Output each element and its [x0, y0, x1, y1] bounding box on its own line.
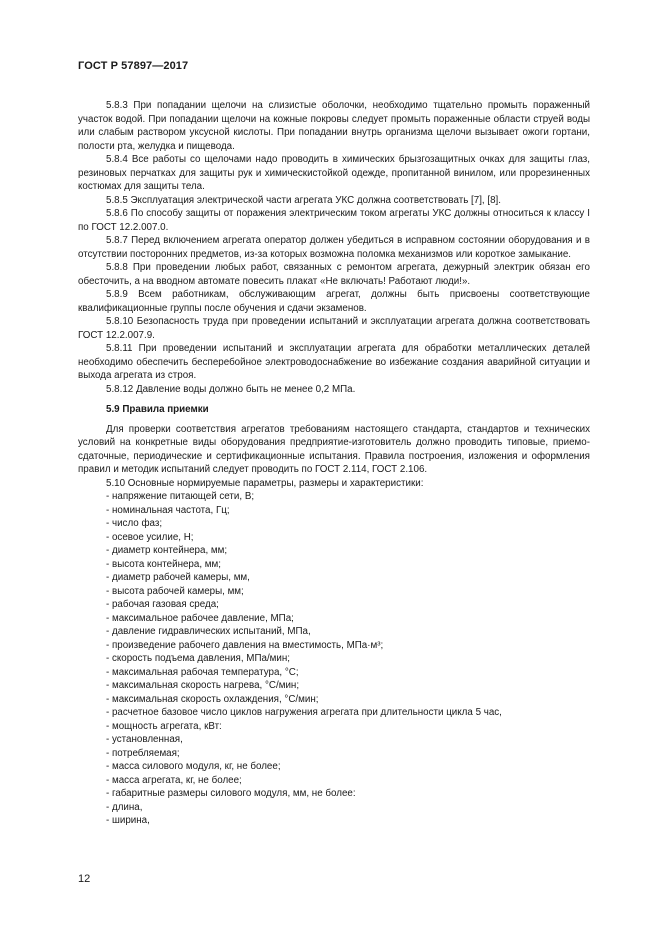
list-item: - напряжение питающей сети, В;: [106, 491, 255, 502]
paragraph-5-8-4: 5.8.4 Все работы со щелочами надо проводить в химических брызгозащитных очках для защиты глаз, резиновых перчатках для защиты рук и химическистойкой одежде, пропитанной винилом, или прорезиненных костюмах для защиты тела.: [78, 154, 590, 192]
paragraph-5-8-12: 5.8.12 Давление воды должно быть не менее 0,2 МПа.: [106, 383, 356, 395]
section-title: 5.9 Правила приемки: [106, 404, 209, 415]
list-item: - ширина,: [106, 815, 150, 826]
list-item: - максимальная скорость охлаждения, °С/мин;: [106, 693, 319, 705]
list-item: - высота контейнера, мм;: [106, 558, 221, 570]
paragraph-5-8-3: 5.8.3 При попадании щелочи на слизистые оболочки, необходимо тщательно промыть пораженный участок водой. При попадании щелочи на кожные покровы следует промыть пораженные области струей воды или слабым раствором уксусной кислоты. При попадании внутрь организма щелочи вызывает ожоги гортани, полости рта, желудка и пищевода.: [78, 100, 590, 152]
list-item: - масса силового модуля, кг, не более;: [106, 761, 281, 772]
list-item: - мощность агрегата, кВт:: [106, 720, 222, 732]
paragraph-5-8-5: 5.8.5 Эксплуатация электрической части агрегата УКС должна соответствовать [7], [8].: [106, 194, 501, 206]
document-body: [78, 99, 590, 828]
document-header: ГОСТ Р 57897—2017: [78, 60, 189, 72]
paragraph-5-8-9: 5.8.9 Всем работникам, обслуживающим агрегат, должны быть присвоены соответствующие квалификационные группы после обучения и сдачи экзаменов.: [78, 289, 590, 314]
list-item: - масса агрегата, кг, не более;: [106, 774, 242, 786]
list-item: - установленная,: [106, 734, 183, 745]
page-number: 12: [78, 873, 91, 885]
paragraph-5-8-7: 5.8.7 Перед включением агрегата оператор должен убедиться в исправном состоянии оборудования и в отсутствии посторонних предметов, из-за которых возможна поломка механизмов или короткое замыкание.: [78, 235, 590, 260]
paragraph-acceptance: Для проверки соответствия агрегатов требованиям настоящего стандарта, стандартов и технических условий на конкретные виды оборудования предприятие-изготовитель должно проводить типовые, приемо-сдаточные, периодические и сертификационные испытания. Правила построения, изложения и оформления правил и методик испытаний следует проводить по ГОСТ 2.114, ГОСТ 2.106.: [78, 423, 590, 475]
list-item: - осевое усилие, Н;: [106, 531, 194, 543]
list-item: - диаметр рабочей камеры, мм,: [106, 572, 250, 583]
paragraph-5-8-10: 5.8.10 Безопасность труда при проведении испытаний и эксплуатации агрегата должна соответствовать ГОСТ 12.2.007.9.: [78, 316, 590, 341]
paragraph-5-10: 5.10 Основные нормируемые параметры, размеры и характеристики:: [106, 477, 424, 489]
list-item: - максимальная скорость нагрева, °С/мин;: [106, 680, 300, 691]
list-item: - скорость подъема давления, МПа/мин;: [106, 653, 291, 664]
paragraph-5-8-8: 5.8.8 При проведении любых работ, связанных с ремонтом агрегата, дежурный электрик обязан его обесточить, а на вводном автомате повесить плакат «Не включать! Работают люди!».: [78, 262, 590, 287]
list-item: - давление гидравлических испытаний, МПа,: [106, 626, 311, 637]
parameters-list: [78, 490, 590, 828]
list-item: - максимальное рабочее давление, МПа;: [106, 612, 294, 624]
paragraph-5-8-6: 5.8.6 По способу защиты от поражения электрическим током агрегаты УКС должны относиться к классу I по ГОСТ 12.2.007.0.: [78, 208, 590, 233]
list-item: - номинальная частота, Гц;: [106, 504, 230, 516]
list-item: - расчетное базовое число циклов нагружения агрегата при длительности цикла 5 час,: [106, 707, 502, 718]
list-item: - высота рабочей камеры, мм;: [106, 585, 244, 597]
list-item: - длина,: [106, 801, 143, 813]
list-item: - габаритные размеры силового модуля, мм, не более:: [106, 788, 356, 799]
list-item: - число фаз;: [106, 518, 163, 529]
list-item: - диаметр контейнера, мм;: [106, 545, 228, 556]
list-item: - рабочая газовая среда;: [106, 599, 219, 610]
list-item: - максимальная рабочая температура, °С;: [106, 666, 299, 678]
paragraph-5-8-11: 5.8.11 При проведении испытаний и эксплуатации агрегата для обработки металлических деталей необходимо обеспечить бесперебойное электроводоснабжение во избежание создания аварийной ситуации и выхода агрегата из строя.: [78, 343, 590, 381]
list-item: - произведение рабочего давления на вместимость, МПа·м³;: [106, 639, 384, 651]
list-item: - потребляемая;: [106, 747, 180, 759]
